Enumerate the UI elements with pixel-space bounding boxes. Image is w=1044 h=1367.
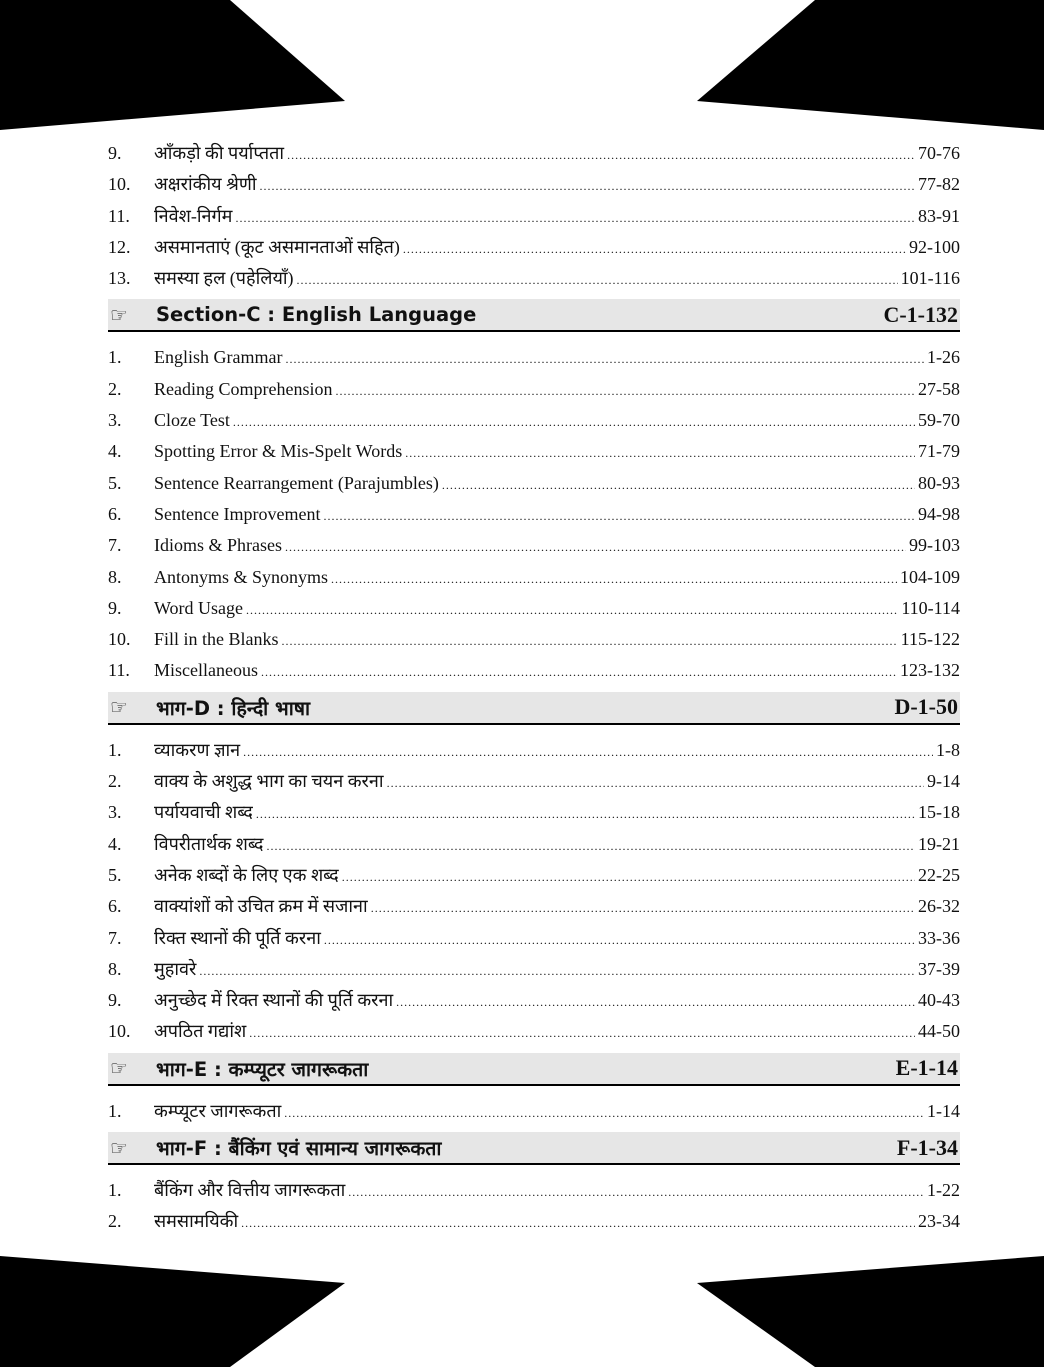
entry-number: 1. — [108, 347, 122, 368]
entry-number: 6. — [108, 503, 122, 524]
entry-title: समस्या हल (पहेलियाँ) — [154, 268, 294, 289]
dot-leader — [324, 925, 915, 956]
section-title: भाग-D : हिन्दी भाषा — [156, 696, 311, 720]
entry-pages: 83-91 — [918, 205, 960, 226]
entry-pages: 94-98 — [918, 503, 960, 524]
entry-title: Spotting Error & Mis-Spelt Words — [154, 441, 403, 462]
entry-number: 13. — [108, 268, 131, 289]
dot-leader — [287, 140, 915, 171]
dot-leader — [249, 1018, 915, 1049]
toc-entry — [108, 1096, 960, 1127]
toc-entry — [108, 436, 960, 467]
entry-title: Fill in the Blanks — [154, 629, 279, 650]
dot-leader — [282, 626, 898, 657]
dot-leader — [442, 470, 915, 501]
dot-leader — [266, 831, 915, 862]
dot-leader — [285, 532, 906, 563]
entry-title: वाक्य के अशुद्ध भाग का चयन करना — [154, 771, 384, 792]
entry-number: 1. — [108, 1180, 122, 1201]
entry-pages: 1-22 — [927, 1180, 960, 1201]
entry-title: विपरीतार्थक शब्द — [154, 833, 264, 854]
entry-pages: 44-50 — [918, 1021, 960, 1042]
entry-title: आँकड़ो की पर्याप्तता — [154, 143, 285, 163]
section-header — [108, 299, 960, 332]
entry-pages: 71-79 — [918, 441, 960, 462]
entry-pages: 19-21 — [918, 833, 960, 854]
toc-entry — [108, 829, 960, 860]
entry-title: असमानताएं (कूट असमानताओं सहित) — [154, 236, 400, 257]
entry-number: 7. — [108, 535, 122, 556]
entry-number: 10. — [108, 1021, 131, 1042]
dot-leader — [387, 768, 924, 799]
entry-number: 7. — [108, 927, 122, 948]
entry-pages: 1-8 — [936, 739, 960, 760]
entry-title: कम्प्यूटर जागरूकता — [154, 1100, 282, 1121]
pointing-hand-icon: ☞ — [110, 1135, 128, 1160]
entry-number: 1. — [108, 1100, 122, 1121]
entry-title: अनेक शब्दों के लिए एक शब्द — [154, 864, 339, 885]
entry-number: 10. — [108, 174, 131, 195]
dot-leader — [331, 564, 897, 595]
entry-pages: 1-26 — [927, 347, 960, 368]
bottom-left-corner-shape — [0, 1256, 345, 1367]
entry-title: Miscellaneous — [154, 660, 258, 681]
entry-pages: 77-82 — [918, 174, 960, 195]
section-title: भाग-E : कम्प्यूटर जागरूकता — [156, 1057, 369, 1081]
toc-entry — [108, 562, 960, 593]
entry-number: 9. — [108, 143, 122, 163]
pointing-hand-icon: ☞ — [110, 1056, 128, 1081]
toc-entry — [108, 766, 960, 797]
toc-entry — [108, 797, 960, 828]
entry-pages: 123-132 — [900, 660, 960, 681]
entry-pages: 80-93 — [918, 472, 960, 493]
entry-number: 11. — [108, 660, 130, 681]
toc-entry — [108, 138, 960, 169]
toc-entry — [108, 954, 960, 985]
section-page-range: F-1-34 — [896, 1134, 958, 1160]
entry-title: अनुच्छेद में रिक्त स्थानों की पूर्ति करना — [154, 990, 394, 1011]
dot-leader — [284, 1098, 924, 1129]
toc-entry — [108, 232, 960, 263]
top-right-corner-shape — [697, 0, 1044, 130]
dot-leader — [256, 799, 915, 830]
dot-leader — [297, 265, 898, 296]
dot-leader — [405, 438, 915, 469]
dot-leader — [323, 501, 915, 532]
entry-number: 3. — [108, 802, 122, 823]
entry-pages: 104-109 — [900, 566, 960, 587]
entry-title: निवेश-निर्गम — [154, 205, 233, 226]
entry-title: Reading Comprehension — [154, 378, 333, 399]
entry-pages: 99-103 — [909, 535, 960, 556]
toc-entry — [108, 530, 960, 561]
toc-entry — [108, 655, 960, 686]
entry-pages: 9-14 — [927, 771, 960, 792]
dot-leader — [241, 1208, 915, 1239]
dot-leader — [243, 737, 933, 768]
entry-title: पर्यायवाची शब्द — [154, 802, 253, 823]
entry-number: 4. — [108, 441, 122, 462]
entry-pages: 33-36 — [918, 927, 960, 948]
toc-entry — [108, 891, 960, 922]
dot-leader — [371, 893, 915, 924]
entry-pages: 40-43 — [918, 990, 960, 1011]
dot-leader — [335, 376, 915, 407]
entry-number: 5. — [108, 864, 122, 885]
entry-title: अपठित गद्यांश — [154, 1021, 247, 1042]
dot-leader — [403, 234, 906, 265]
entry-number: 2. — [108, 771, 122, 792]
entry-pages: 27-58 — [918, 378, 960, 399]
dot-leader — [342, 862, 915, 893]
dot-leader — [285, 344, 924, 375]
pointing-hand-icon: ☞ — [110, 302, 128, 327]
toc-entry — [108, 169, 960, 200]
pointing-hand-icon: ☞ — [110, 695, 128, 720]
entry-pages: 70-76 — [918, 143, 960, 163]
entry-number: 5. — [108, 472, 122, 493]
entry-pages: 23-34 — [918, 1211, 960, 1232]
toc-entry — [108, 985, 960, 1016]
entry-pages: 110-114 — [901, 597, 960, 618]
entry-number: 9. — [108, 990, 122, 1011]
entry-title: मुहावरे — [154, 958, 197, 979]
entry-pages: 37-39 — [918, 958, 960, 979]
entry-number: 3. — [108, 410, 122, 431]
entry-title: अक्षरांकीय श्रेणी — [154, 174, 257, 195]
entry-title: English Grammar — [154, 347, 283, 368]
dot-leader — [246, 595, 898, 626]
section-header — [108, 692, 960, 725]
entry-number: 11. — [108, 205, 130, 226]
entry-pages: 92-100 — [909, 236, 960, 257]
entry-title: रिक्त स्थानों की पूर्ति करना — [154, 927, 321, 948]
table-of-contents — [108, 138, 960, 1238]
section-page-range: E-1-14 — [895, 1055, 958, 1081]
dot-leader — [235, 203, 915, 234]
toc-entry — [108, 1175, 960, 1206]
entry-title: बैंकिंग और वित्तीय जागरूकता — [154, 1180, 346, 1201]
entry-title: Cloze Test — [154, 410, 230, 431]
bottom-right-corner-shape — [697, 1256, 1044, 1367]
entry-pages: 22-25 — [918, 864, 960, 885]
entry-pages: 15-18 — [918, 802, 960, 823]
toc-entry — [108, 735, 960, 766]
toc-entry — [108, 860, 960, 891]
entry-pages: 1-14 — [927, 1100, 960, 1121]
entry-title: Antonyms & Synonyms — [154, 566, 329, 587]
section-title: भाग-F : बैंकिंग एवं सामान्य जागरूकता — [156, 1137, 442, 1161]
entry-title: व्याकरण ज्ञान — [154, 739, 241, 760]
dot-leader — [348, 1177, 924, 1208]
entry-number: 6. — [108, 896, 122, 917]
section-title: Section-C : English Language — [156, 303, 477, 327]
dot-leader — [396, 987, 915, 1018]
entry-pages: 26-32 — [918, 896, 960, 917]
dot-leader — [261, 657, 897, 688]
toc-entry — [108, 374, 960, 405]
entry-number: 4. — [108, 833, 122, 854]
section-page-range: C-1-132 — [883, 301, 958, 327]
section-page-range: D-1-50 — [894, 694, 958, 720]
entry-title: Sentence Improvement — [154, 503, 321, 524]
entry-number: 8. — [108, 958, 122, 979]
entry-pages: 59-70 — [918, 410, 960, 431]
entry-number: 1. — [108, 739, 122, 760]
entry-title: वाक्यांशों को उचित क्रम में सजाना — [154, 896, 368, 917]
section-header — [108, 1132, 960, 1165]
toc-entry — [108, 1206, 960, 1237]
toc-entry — [108, 499, 960, 530]
toc-entry — [108, 263, 960, 294]
entry-title: Word Usage — [154, 597, 244, 618]
dot-leader — [199, 956, 915, 987]
toc-entry — [108, 923, 960, 954]
entry-number: 2. — [108, 378, 122, 399]
entry-title: समसामयिकी — [154, 1211, 239, 1232]
entry-number: 8. — [108, 566, 122, 587]
toc-entry — [108, 593, 960, 624]
top-left-corner-shape — [0, 0, 345, 130]
toc-entry — [108, 468, 960, 499]
entry-title: Sentence Rearrangement (Parajumbles) — [154, 472, 439, 493]
toc-entry — [108, 405, 960, 436]
toc-entry — [108, 201, 960, 232]
section-header — [108, 1053, 960, 1086]
entry-pages: 101-116 — [900, 268, 960, 289]
entry-number: 9. — [108, 597, 122, 618]
toc-entry — [108, 624, 960, 655]
dot-leader — [260, 171, 915, 202]
toc-entry — [108, 1016, 960, 1047]
entry-number: 2. — [108, 1211, 122, 1232]
entry-pages: 115-122 — [900, 629, 960, 650]
entry-number: 10. — [108, 629, 131, 650]
toc-entry — [108, 342, 960, 373]
entry-number: 12. — [108, 236, 131, 257]
dot-leader — [233, 407, 915, 438]
entry-title: Idioms & Phrases — [154, 535, 282, 556]
